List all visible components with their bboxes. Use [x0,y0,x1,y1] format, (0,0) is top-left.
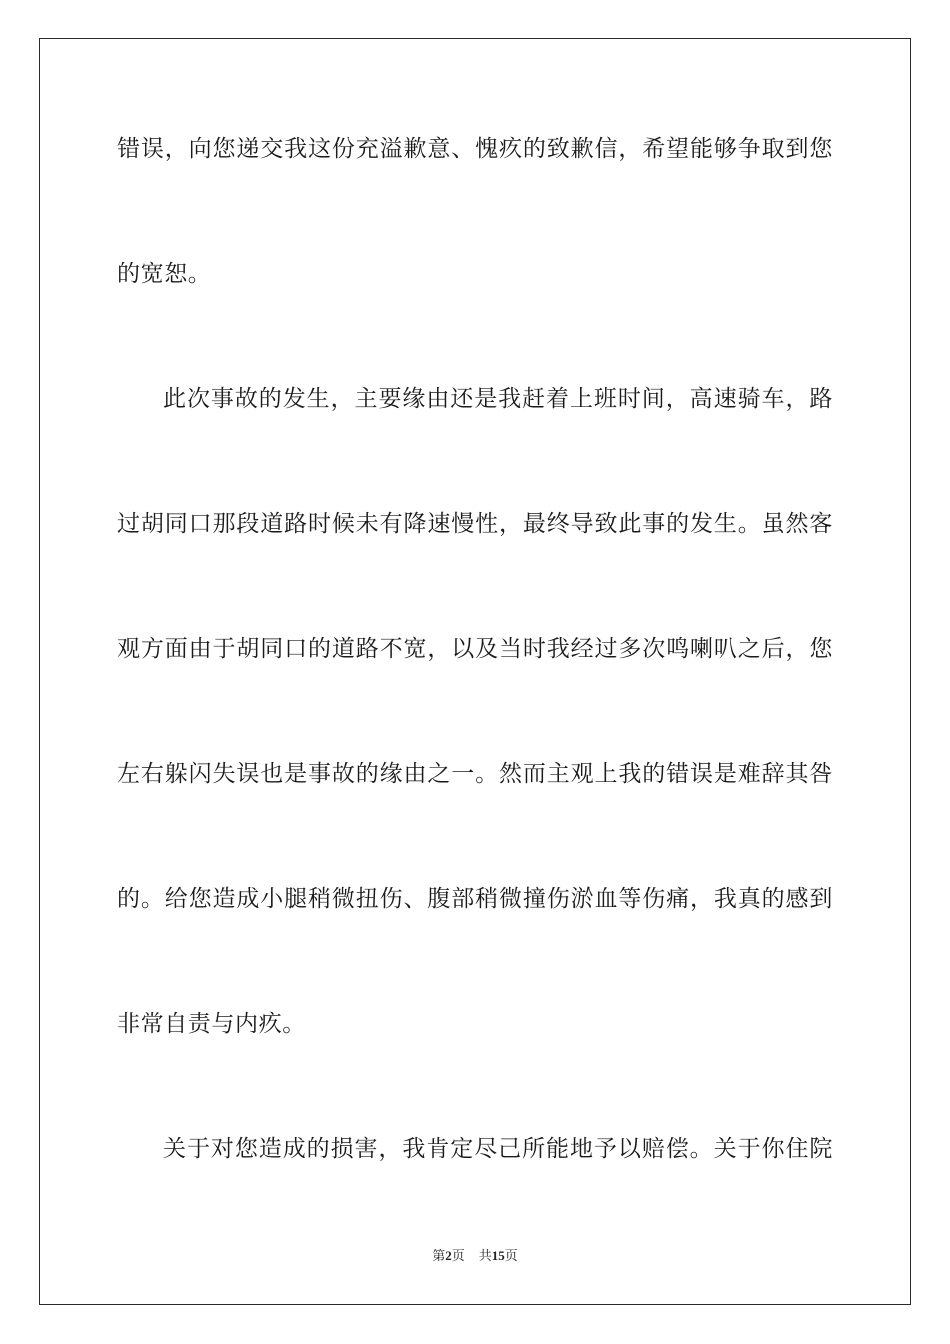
page-footer [0,1247,950,1265]
page-border [39,38,911,1305]
body-line-7: 的。给您造成小腿稍微扭伤、腹部稍微撞伤淤血等伤痛，我真的感到 [117,886,833,912]
footer-total-pages: 15 [491,1248,505,1263]
body-line-9: 关于对您造成的损害，我肯定尽己所能地予以赔偿。关于你住院 [163,1136,833,1162]
footer-total-prefix: 共 [478,1248,492,1263]
body-line-8: 非常自责与内疚。 [117,1011,306,1037]
footer-page-prefix: 第 [432,1248,446,1263]
body-line-4: 过胡同口那段道路时候未有降速慢性，最终导致此事的发生。虽然客 [117,511,833,537]
body-line-2: 的宽恕。 [117,261,212,287]
footer-total-suffix: 页 [504,1248,518,1263]
body-line-5: 观方面由于胡同口的道路不宽，以及当时我经过多次鸣喇叭之后，您 [117,636,833,662]
body-line-6: 左右躲闪失误也是事故的缘由之一。然而主观上我的错误是难辞其咎 [117,761,833,787]
footer-page-number: 2 [445,1248,452,1263]
footer-page-suffix: 页 [451,1248,465,1263]
body-line-1: 错误，向您递交我这份充溢歉意、愧疚的致歉信，希望能够争取到您 [117,136,833,162]
body-line-3: 此次事故的发生，主要缘由还是我赶着上班时间，高速骑车，路 [163,386,833,412]
